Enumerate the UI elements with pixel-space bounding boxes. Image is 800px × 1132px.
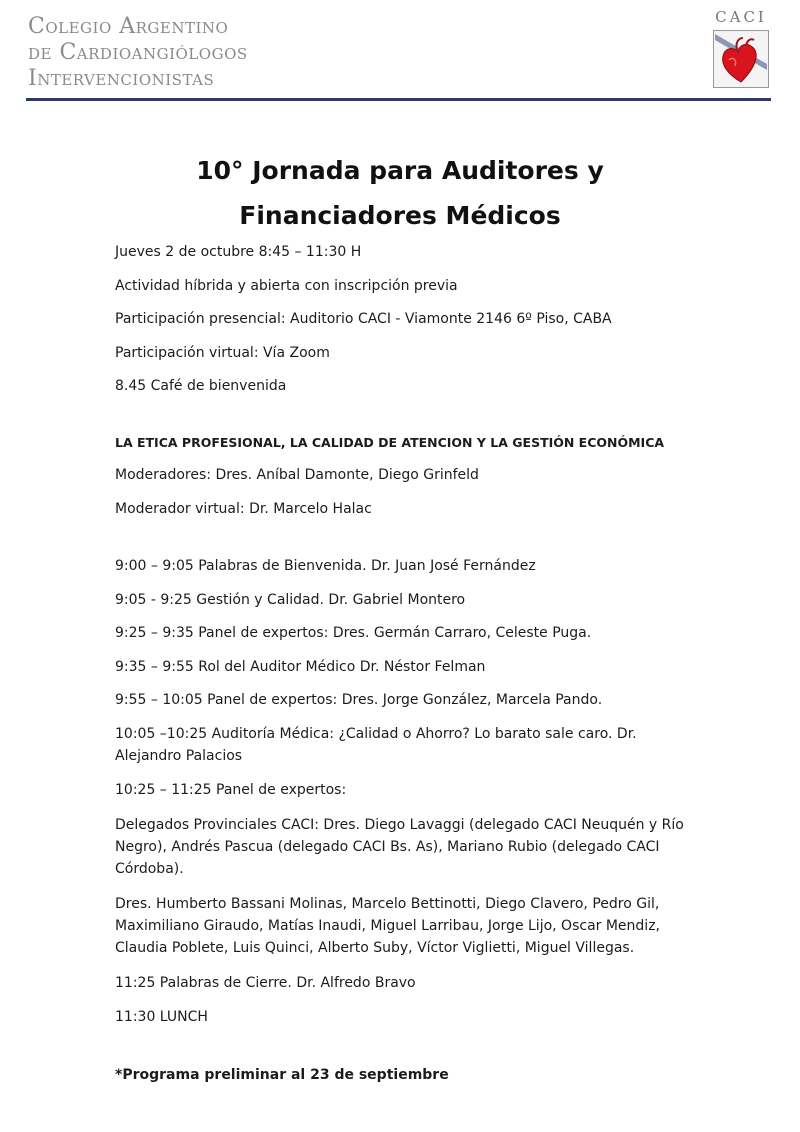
program-item: 9:35 – 9:55 Rol del Auditor Médico Dr. Néstor Felman [115,659,486,675]
letterhead [0,0,800,110]
activity-type: Actividad híbrida y abierta con inscripción previa [115,278,458,294]
logo-text: CACI [715,8,767,26]
program-item: 9:25 – 9:35 Panel de expertos: Dres. Germán Carraro, Celeste Puga. [115,625,592,641]
caci-logo [712,8,770,88]
org-name-line-3: Intervencionistas [28,66,215,91]
section-title: LA ETICA PROFESIONAL, LA CALIDAD DE ATENCION Y LA GESTIÓN ECONÓMICA [115,435,665,450]
heart-logo-icon [713,30,769,88]
organization-name [28,14,248,92]
org-name-line-2: de Cardioangiólogos [28,40,248,65]
program-item: 9:55 – 10:05 Panel de expertos: Dres. Jorge González, Marcela Pando. [115,692,603,708]
expert-panel-members: Dres. Humberto Bassani Molinas, Marcelo Bettinotti, Diego Clavero, Pedro Gil, Maximiliano Giraudo, Matías Inaudi, Miguel Larribau, Jorge Lijo, Oscar Mendiz, Claudia Poblete, Luis Quinci, Alberto Suby, Víctor Viglietti, Miguel Villegas. [115,896,660,956]
program-item: 11:25 Palabras de Cierre. Dr. Alfredo Bravo [115,975,416,991]
virtual-moderator: Moderador virtual: Dr. Marcelo Halac [115,501,372,517]
title-line-2: Financiadores Médicos [239,201,561,230]
program-item: 9:00 – 9:05 Palabras de Bienvenida. Dr. Juan José Fernández [115,558,536,574]
in-person-participation: Participación presencial: Auditorio CACI - Viamonte 2146 6º Piso, CABA [115,311,612,327]
document-title [0,148,800,238]
moderators: Moderadores: Dres. Aníbal Damonte, Diego Grinfeld [115,467,479,483]
virtual-participation: Participación virtual: Vía Zoom [115,345,330,361]
program-item: 10:25 – 11:25 Panel de expertos: [115,782,347,798]
provincial-delegates: Delegados Provinciales CACI: Dres. Diego Lavaggi (delegado CACI Neuquén y Río Negro), Andrés Pascua (delegado CACI Bs. As), Mariano Rubio (delegado CACI Córdoba). [115,817,684,877]
preliminary-program-note: *Programa preliminar al 23 de septiembre [115,1067,449,1083]
program-item: 11:30 LUNCH [115,1009,208,1025]
header-divider [26,98,771,101]
program-item: 9:05 - 9:25 Gestión y Calidad. Dr. Gabriel Montero [115,592,466,608]
program-item: 10:05 –10:25 Auditoría Médica: ¿Calidad o Ahorro? Lo barato sale caro. Dr. Alejandro Palacios [115,726,637,764]
welcome-coffee: 8.45 Café de bienvenida [115,378,287,394]
event-date: Jueves 2 de octubre 8:45 – 11:30 H [115,244,362,260]
org-name-line-1: Colegio Argentino [28,14,229,39]
title-line-1: 10° Jornada para Auditores y [196,156,604,185]
